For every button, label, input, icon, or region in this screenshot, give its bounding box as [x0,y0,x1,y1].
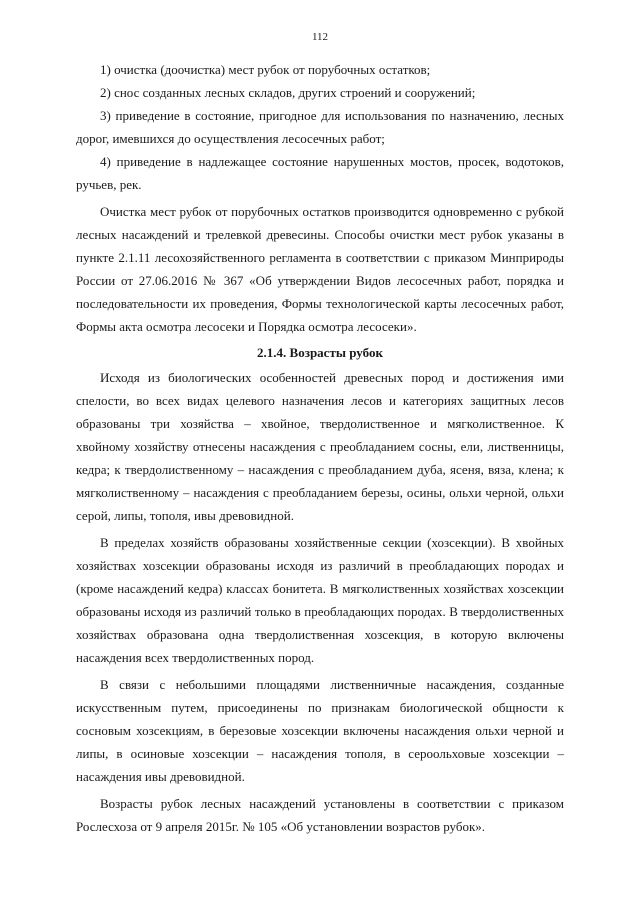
paragraph-farms: Исходя из биологических особенностей древесных пород и достижения ими спелости, во всех видах целевого назначения лесов и категориях защитных лесов образованы три хозяйства – хвойное, твердолиственное и мягколиственное. К хвойному хозяйству отнесены насаждения с преобладанием сосны, ели, лиственницы, кедра; к твердолиственному – насаждения с преобладанием дуба, ясеня, вяза, клена; к мягколиственному – насаждения с преобладанием березы, осины, ольхи черной, ольхи серой, липы, тополя, ивы древовидной. [76,370,564,523]
list-item-2: 2) снос созданных лесных складов, других строений и сооружений; [100,85,476,100]
section-heading: 2.1.4. Возрасты рубок [257,345,383,360]
paragraph-ages: Возрасты рубок лесных насаждений установлены в соответствии с приказом Рослесхоза от 9 апреля 2015г. № 105 «Об установлении возрастов рубок». [76,796,564,834]
list-item-1: 1) очистка (доочистка) мест рубок от порубочных остатков; [100,62,431,77]
paragraph-sections: В пределах хозяйств образованы хозяйственные секции (хозсекции). В хвойных хозяйствах хозсекции образованы исходя из различий в преобладающих породах и (кроме насаждений кедра) классах бонитета. В мягколиственных хозяйствах хозсекции образованы исходя из различий только в преобладающих породах. В твердолиственных хозяйствах образована одна твердолиственная хозсекция, в которую включены насаждения всех твердолиственных пород. [76,535,564,665]
paragraph-cleaning: Очистка мест рубок от порубочных остатков производится одновременно с рубкой лесных насаждений и трелевкой древесины. Способы очистки мест рубок указаны в пункте 2.1.11 лесохозяйственного регламента в соответствии с приказом Минприроды России от 27.06.2016 № 367 «Об утверждении Видов лесосечных работ, порядка и последовательности их проведения, Формы технологической карты лесосечных работ, Формы акта осмотра лесосеки и Порядка осмотра лесосеки». [76,204,564,334]
list-item-4: 4) приведение в надлежащее состояние нарушенных мостов, просек, водотоков, ручьев, рек. [76,154,564,192]
paragraph-larch: В связи с небольшими площадями лиственничные насаждения, созданные искусственным путем, присоединены по признакам биологической общности к сосновым хозсекциям, в березовые хозсекции включены насаждения ольхи черной и липы, в осиновые хозсекции – насаждения тополя, в сероольховые хозсекции – насаждения ивы древовидной. [76,677,564,784]
page-content [76,58,564,838]
list-item-3: 3) приведение в состояние, пригодное для использования по назначению, лесных дорог, имевшихся до осуществления лесосечных работ; [76,108,564,146]
page-number: 112 [311,31,329,43]
